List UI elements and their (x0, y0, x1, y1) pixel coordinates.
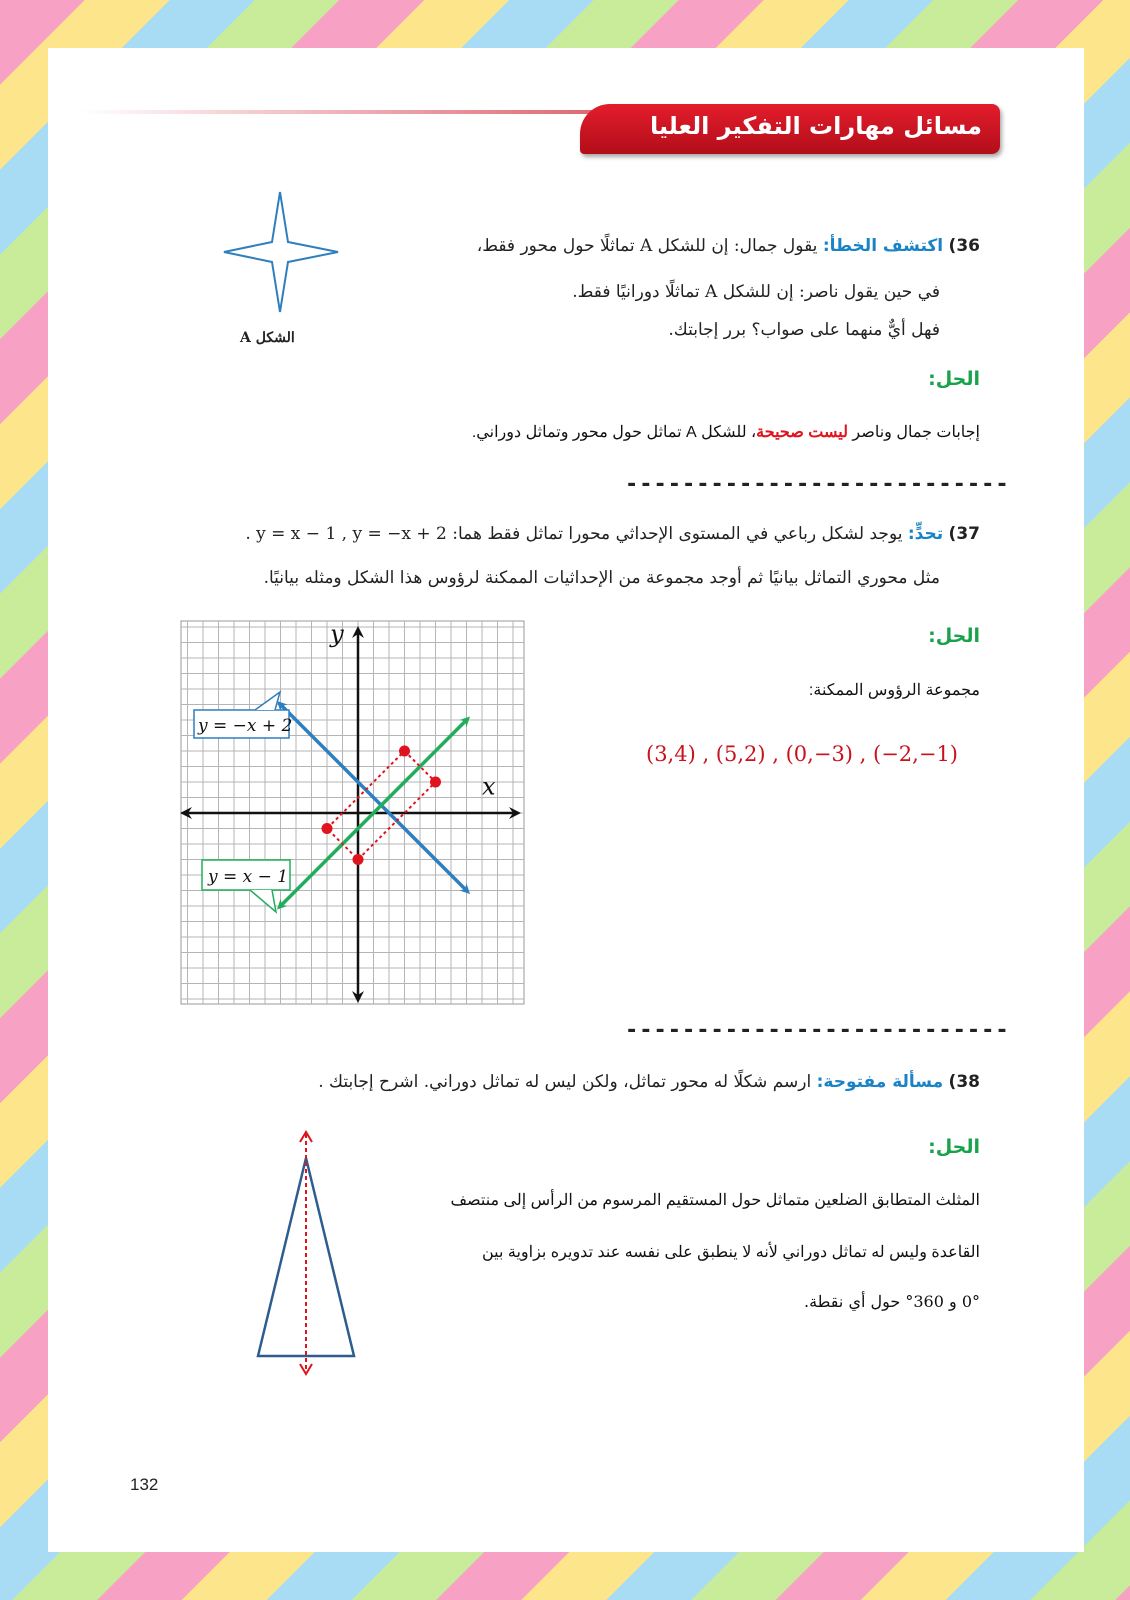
page-number: 132 (130, 1475, 159, 1494)
q36-answer (320, 422, 980, 442)
figure-a-star (222, 190, 342, 320)
q37-vertices: (3,4) , (5,2) , (0,−3) , (−2,−1) (646, 742, 958, 766)
q36-line1 (360, 236, 980, 256)
vertex-point (322, 823, 333, 834)
q36-label: اكتشف الخطأ: (822, 236, 944, 256)
line2-label: y = x − 1 (208, 867, 289, 887)
q37-line1 (120, 524, 980, 544)
coordinate-graph (180, 620, 525, 1005)
q38-answer-line1: المثلث المتطابق الضلعين متماثل حول المستقيم المرسوم من الرأس إلى منتصف (450, 1192, 980, 1209)
q37-vertices-label: مجموعة الرؤوس الممكنة: (808, 682, 980, 699)
x-axis-label: x (482, 772, 496, 801)
divider-1: --------------------------- (625, 472, 1010, 497)
q38-text1: ارسم شكلًا له محور تماثل، ولكن ليس له تماثل دوراني. اشرح إجابتك . (318, 1072, 812, 1092)
q37-line2: مثل محوري التماثل بيانيًا ثم أوجد مجموعة من الإحداثيات الممكنة لرؤوس هذا الشكل ومثله بيانيًا. (263, 568, 940, 588)
page-title: مسائل مهارات التفكير العليا (649, 112, 982, 140)
q37-label: تحدٍّ: (907, 524, 944, 544)
q36-text1: يقول جمال: إن للشكل A تماثلًا حول محور فقط، (476, 236, 818, 256)
q36-answer-part1: إجابات جمال وناصر (847, 424, 980, 441)
figure-a-label: الشكل A (240, 330, 295, 346)
q36-line3: فهل أيٌّ منهما على صواب؟ برر إجابتك. (668, 320, 940, 340)
y-axis-label: y (330, 620, 344, 648)
q38-answer-line2: القاعدة وليس له تماثل دوراني لأنه لا ينطبق على نفسه عند تدويره بزاوية بين (481, 1244, 980, 1261)
q36-line2: في حين يقول ناصر: إن للشكل A تماثلًا دورانيًا فقط. (572, 282, 940, 302)
header-banner (580, 104, 1000, 154)
q37-solution-label: الحل: (928, 625, 980, 647)
q38-number: 38) (948, 1072, 980, 1092)
q36-number: 36) (948, 236, 980, 256)
divider-2: --------------------------- (625, 1018, 1010, 1043)
isosceles-triangle-figure (250, 1128, 365, 1378)
header-fade-line (80, 110, 600, 114)
vertex-point (430, 777, 441, 788)
q36-answer-highlight: ليست صحيحة (756, 424, 848, 441)
section-header (80, 102, 1000, 162)
q37-number: 37) (948, 524, 980, 544)
q38-label: مسألة مفتوحة: (816, 1072, 944, 1092)
vertex-point (353, 854, 364, 865)
vertex-point (399, 746, 410, 757)
q36-answer-part2: ، للشكل A تماثل حول محور وتماثل دوراني. (471, 424, 757, 441)
q36-solution-label: الحل: (928, 368, 980, 390)
q38-line1 (140, 1072, 980, 1092)
q38-solution-label: الحل: (928, 1136, 980, 1158)
q38-answer-line3: 0° و 360° حول أي نقطة. (804, 1292, 980, 1311)
q37-text1: يوجد لشكل رباعي في المستوى الإحداثي محورا تماثل فقط هما: y = x − 1 , y = −x + 2 . (245, 524, 903, 544)
line1-label: y = −x + 2 (198, 716, 293, 736)
